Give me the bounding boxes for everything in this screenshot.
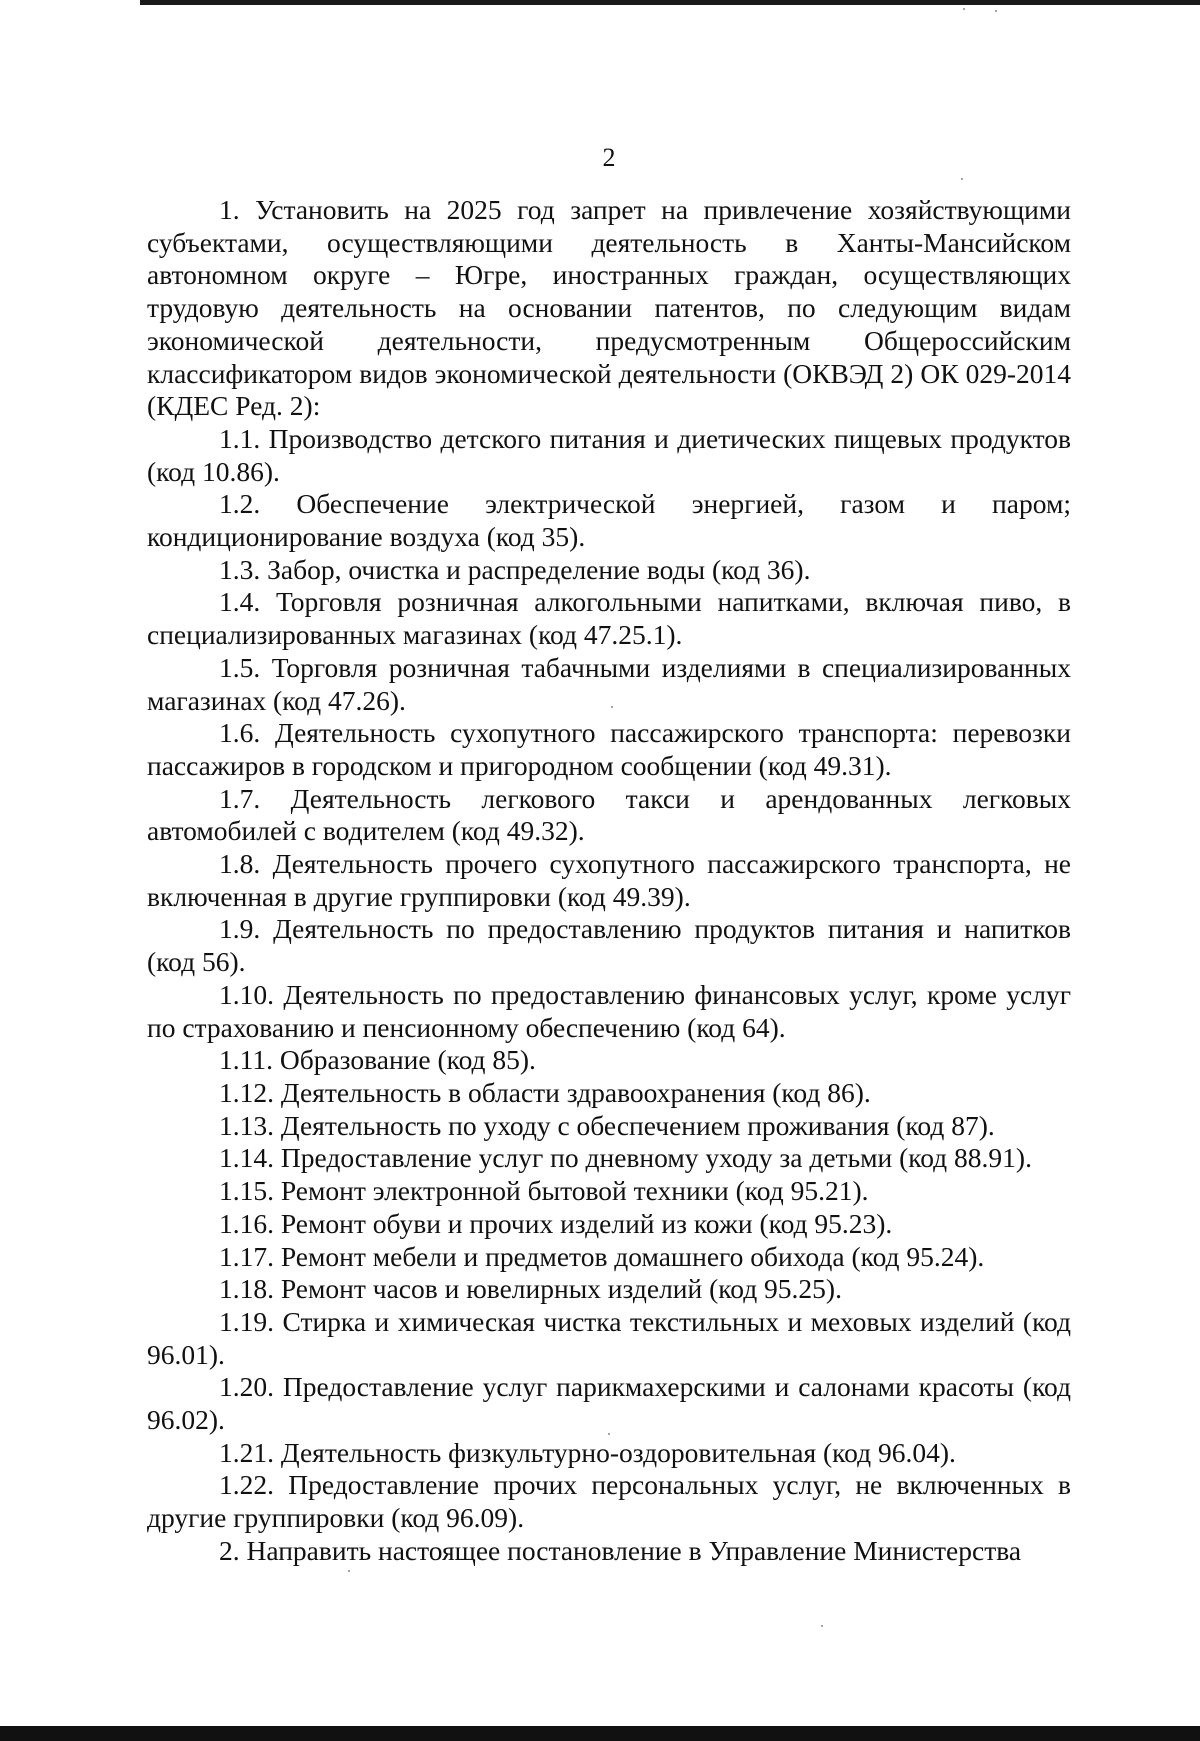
paragraph-2: 2. Направить настоящее постановление в Управление Министерства	[219, 1534, 1022, 1566]
scan-top-edge	[140, 0, 1200, 5]
list-item-1-2: 1.2. Обеспечение электрической энергией, газом и паром; кондиционирование воздуха (код 35).	[147, 488, 1071, 553]
list-item-1-18: 1.18. Ремонт часов и ювелирных изделий (код 95.25).	[219, 1273, 842, 1305]
page-number: 2	[602, 143, 616, 172]
list-item-1-13: 1.13. Деятельность по уходу с обеспечением проживания (код 87).	[219, 1109, 995, 1141]
list-item-1-3: 1.3. Забор, очистка и распределение воды (код 36).	[219, 553, 811, 585]
list-item-1-15: 1.15. Ремонт электронной бытовой техники (код 95.21).	[219, 1175, 869, 1207]
list-item-1-14: 1.14. Предоставление услуг по дневному уходу за детьми (код 88.91).	[219, 1142, 1032, 1174]
scan-speck	[961, 178, 963, 180]
list-item-1-22: 1.22. Предоставление прочих персональных услуг, не включенных в другие группировки (код 96.09).	[147, 1469, 1071, 1534]
list-item-1-9: 1.9. Деятельность по предоставлению продуктов питания и напитков (код 56).	[147, 913, 1071, 978]
list-item-1-21: 1.21. Деятельность физкультурно-оздоровительная (код 96.04).	[219, 1436, 956, 1468]
list-item-1-16: 1.16. Ремонт обуви и прочих изделий из кожи (код 95.23).	[219, 1207, 893, 1239]
paragraph-1: 1. Установить на 2025 год запрет на привлечение хозяйствующими субъектами, осуществляющими деятельность в Ханты-Мансийском автономном округе – Югре, иностранных граждан, осуществляющих трудовую деятельность на основании патентов, по следующим видам экономической деятельности, предусмотренным Общероссийским классификатором видов экономической деятельности (ОКВЭД 2) ОК 029-2014 (КДЕС Ред. 2):	[147, 194, 1071, 422]
scan-speck	[995, 10, 997, 12]
document-body	[147, 194, 1071, 1568]
list-item-1-4: 1.4. Торговля розничная алкогольными напитками, включая пиво, в специализированных магазинах (код 47.25.1).	[147, 586, 1071, 651]
list-item-1-12: 1.12. Деятельность в области здравоохранения (код 86).	[219, 1076, 871, 1108]
list-item-1-5: 1.5. Торговля розничная табачными изделиями в специализированных магазинах (код 47.26).	[147, 651, 1071, 716]
list-item-1-20: 1.20. Предоставление услуг парикмахерскими и салонами красоты (код 96.02).	[147, 1371, 1071, 1436]
list-item-1-7: 1.7. Деятельность легкового такси и арендованных легковых автомобилей с водителем (код 49.32).	[147, 782, 1071, 847]
list-item-1-19: 1.19. Стирка и химическая чистка текстильных и меховых изделий (код 96.01).	[147, 1305, 1071, 1370]
scan-speck	[963, 8, 965, 10]
list-item-1-1: 1.1. Производство детского питания и диетических пищевых продуктов (код 10.86).	[147, 422, 1071, 487]
list-item-1-10: 1.10. Деятельность по предоставлению финансовых услуг, кроме услуг по страхованию и пенсионному обеспечению (код 64).	[147, 978, 1071, 1043]
list-item-1-6: 1.6. Деятельность сухопутного пассажирского транспорта: перевозки пассажиров в городском и пригородном сообщении (код 49.31).	[147, 717, 1071, 781]
scan-speck	[348, 1570, 350, 1572]
list-item-1-17: 1.17. Ремонт мебели и предметов домашнего обихода (код 95.24).	[219, 1240, 985, 1272]
list-item-1-8: 1.8. Деятельность прочего сухопутного пассажирского транспорта, не включенная в другие группировки (код 49.39).	[147, 848, 1071, 912]
list-item-1-11: 1.11. Образование (код 85).	[219, 1044, 536, 1076]
scan-bottom-edge	[0, 1726, 1200, 1741]
scan-speck	[821, 1625, 823, 1627]
